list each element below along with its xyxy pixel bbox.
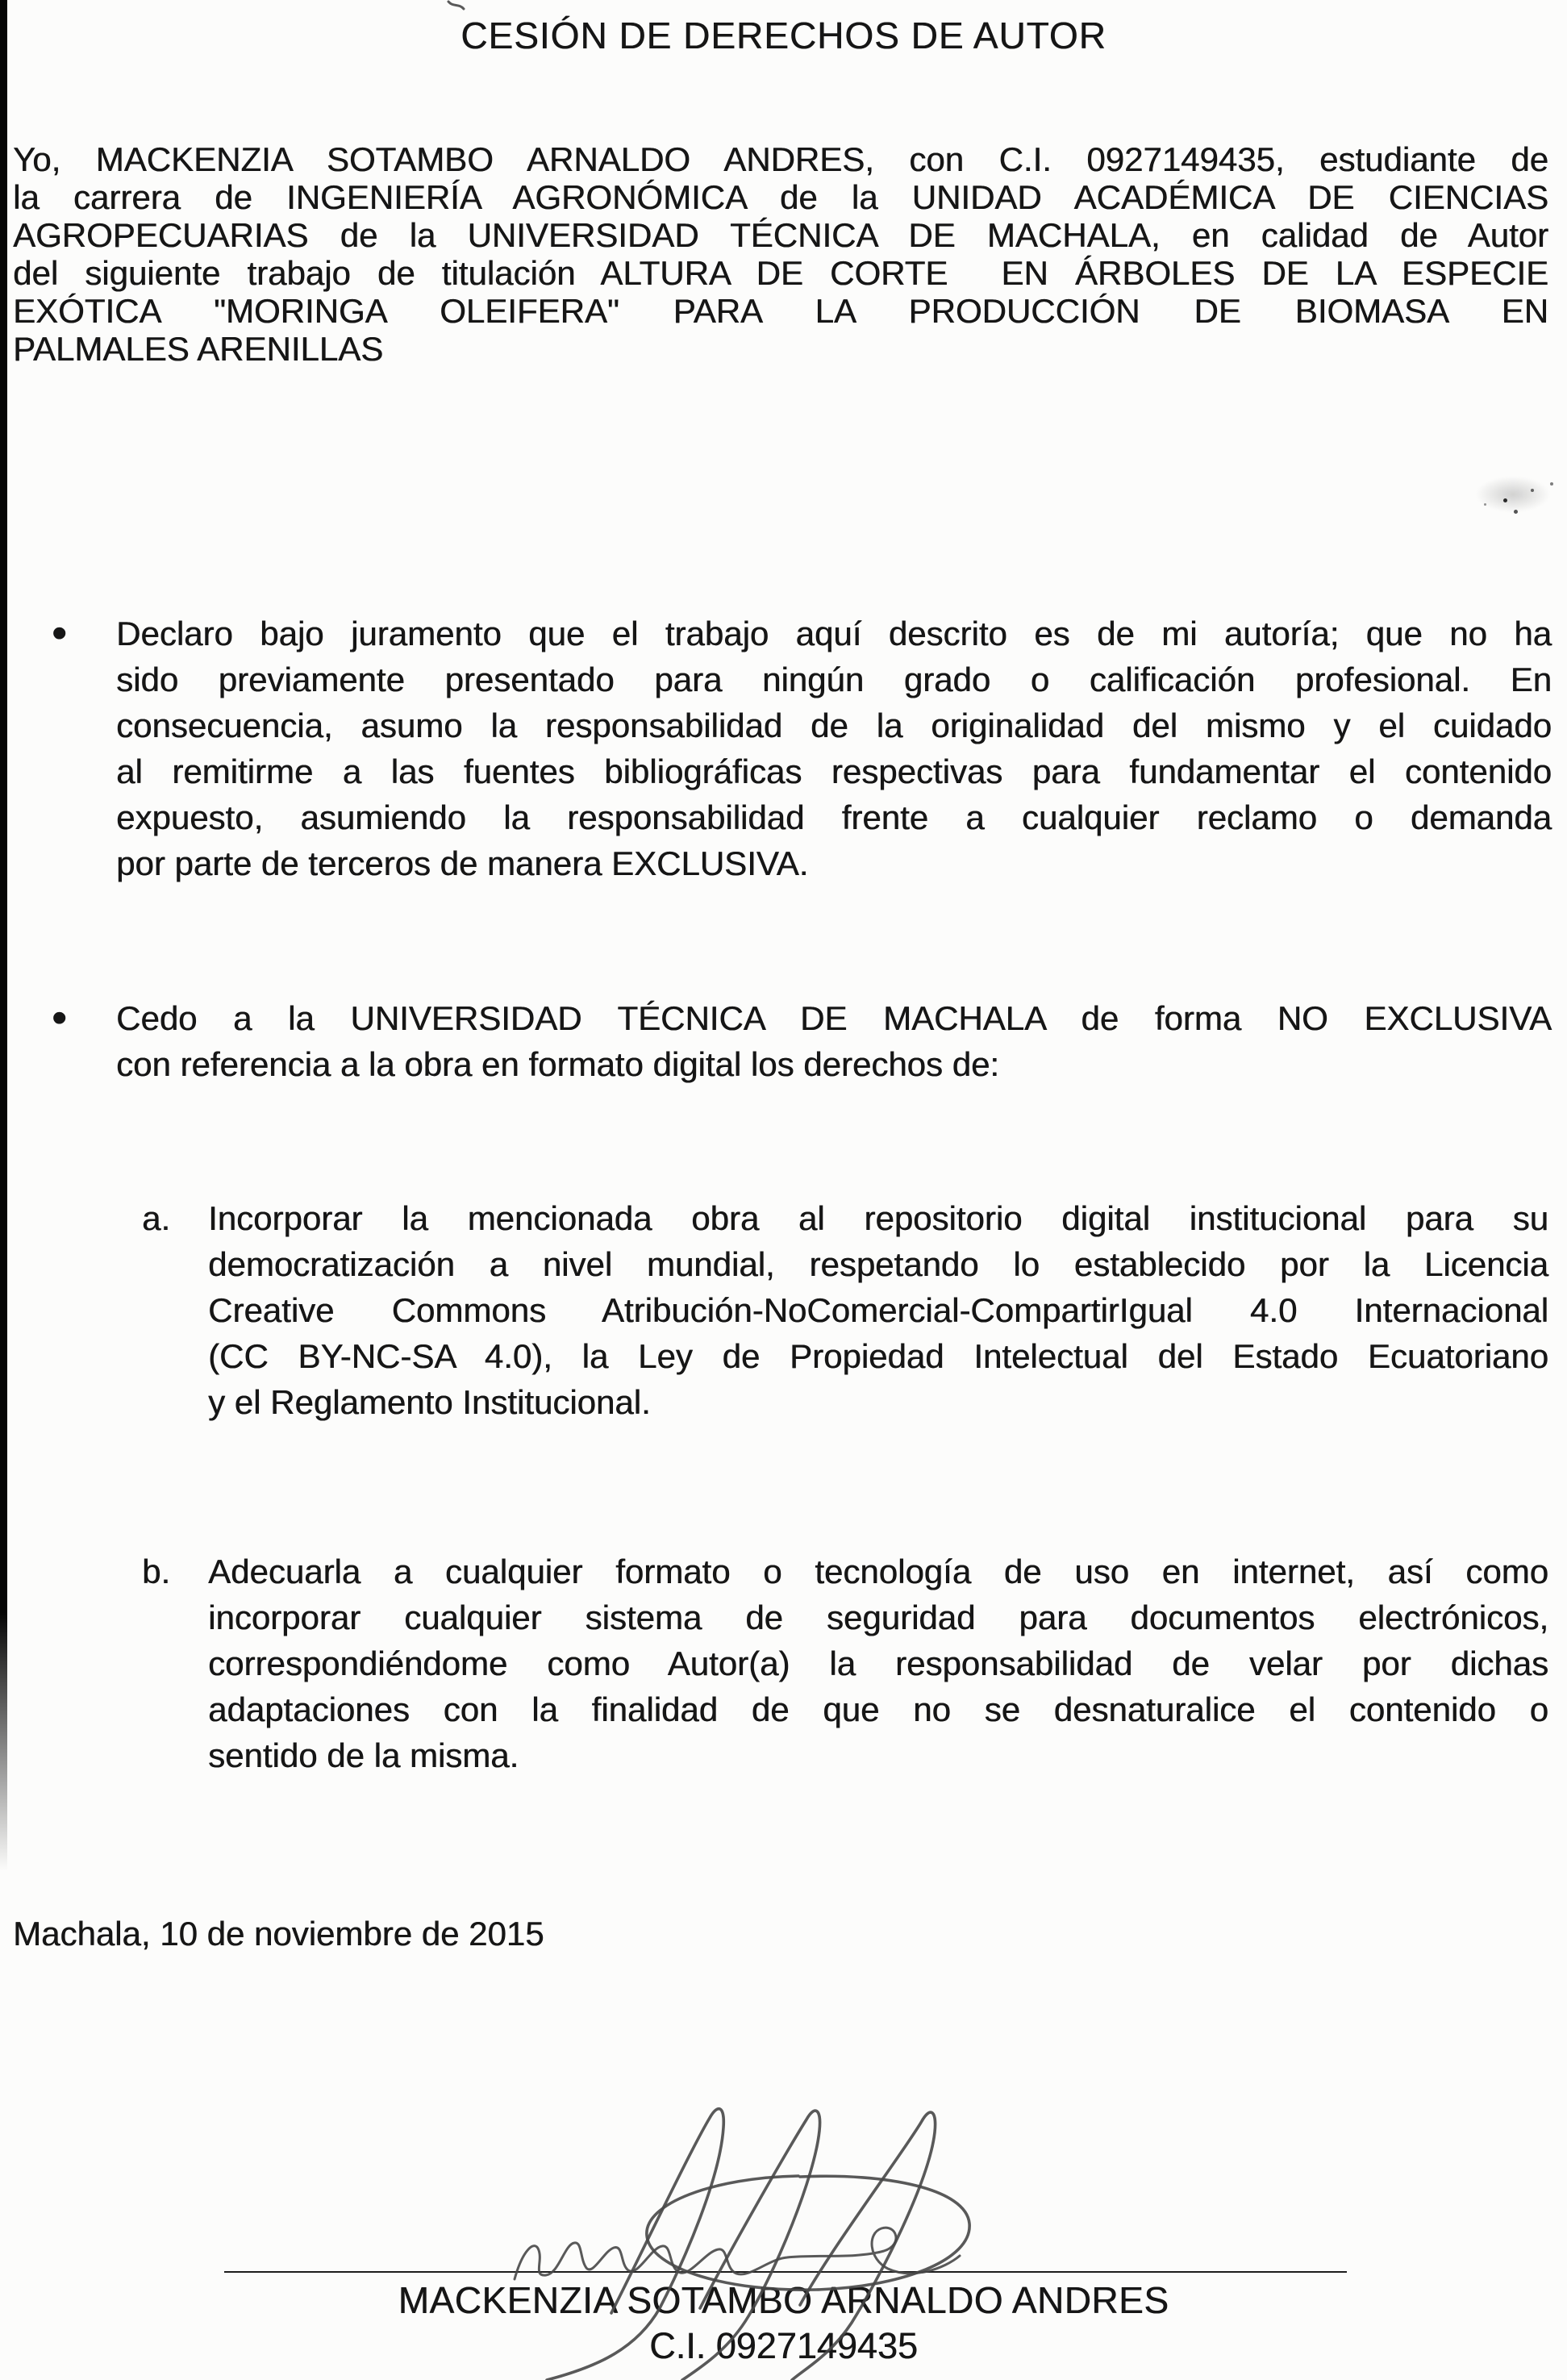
text-line: (CC BY-NC-SA 4.0), la Ley de Propiedad Intelectual del Estado Ecuatoriano [208,1337,1548,1375]
text-line: EXÓTICA "MORINGA OLEIFERA" PARA LA PRODUCCIÓN DE BIOMASA EN [13,292,1548,330]
date-line: Machala, 10 de noviembre de 2015 [13,1915,544,1953]
text-line: sido previamente presentado para ningún grado o calificación profesional. En [116,661,1552,698]
scan-speck [1503,498,1507,502]
list-item-a-paragraph [208,1195,1548,1425]
text-line: del siguiente trabajo de titulación ALTURA DE CORTE EN ÁRBOLES DE LA ESPECIE [13,254,1548,292]
text-line: y el Reglamento Institucional. [208,1383,651,1421]
list-item-a-marker: a. [142,1199,171,1237]
text-line: la carrera de INGENIERÍA AGRONÓMICA de la UNIDAD ACADÉMICA DE CIENCIAS [13,178,1548,216]
text-line: Incorporar la mencionada obra al repositorio digital institucional para su [208,1199,1548,1237]
scan-speck [1550,482,1553,486]
text-line: por parte de terceros de manera EXCLUSIVA. [116,844,809,882]
list-item-b-marker: b. [142,1553,171,1590]
text-line: expuesto, asumiendo la responsabilidad frente a cualquier reclamo o demanda [116,798,1552,836]
scan-edge-artifact [0,0,7,1936]
intro-paragraph [13,140,1548,368]
text-line: adaptaciones con la finalidad de que no se desnaturalice el contenido o [208,1690,1548,1728]
text-line: AGROPECUARIAS de la UNIVERSIDAD TÉCNICA DE MACHALA, en calidad de Autor [13,216,1548,254]
scan-speck [1531,489,1534,492]
text-line: incorporar cualquier sistema de seguridad para documentos electrónicos, [208,1598,1548,1636]
text-line: al remitirme a las fuentes bibliográficas respectivas para fundamentar el contenido [116,752,1552,790]
scan-speck [1514,510,1518,514]
scan-speck [1484,503,1486,506]
text-line: Cedo a la UNIVERSIDAD TÉCNICA DE MACHALA de forma NO EXCLUSIVA [116,999,1552,1037]
text-line: Yo, MACKENZIA SOTAMBO ARNALDO ANDRES, con C.I. 0927149435, estudiante de [13,140,1548,178]
text-line: Declaro bajo juramento que el trabajo aquí descrito es de mi autoría; que no ha [116,615,1552,652]
signature-name: MACKENZIA SOTAMBO ARNALDO ANDRES [398,2279,1169,2321]
text-line: democratización a nivel mundial, respetando lo establecido por la Licencia [208,1245,1548,1283]
list-item-b-paragraph [208,1548,1548,1778]
text-line: con referencia a la obra en formato digital los derechos de: [116,1045,999,1083]
text-line: sentido de la misma. [208,1736,519,1774]
text-line: Creative Commons Atribución-NoComercial-CompartirIgual 4.0 Internacional [208,1291,1548,1329]
bullet-marker: • [52,994,67,1042]
text-line: Adecuarla a cualquier formato o tecnología de uso en internet, así como [208,1553,1548,1590]
scan-smudge-artifact [1461,469,1565,519]
text-line: PALMALES ARENILLAS [13,330,384,368]
signature-line [224,2271,1347,2273]
page-title: CESIÓN DE DERECHOS DE AUTOR [461,15,1106,56]
text-line: consecuencia, asumo la responsabilidad de la originalidad del mismo y el cuidado [116,706,1552,744]
declaration-paragraph [116,611,1552,886]
bullet-marker: • [52,609,67,657]
cession-paragraph [116,995,1552,1087]
text-line: correspondiéndome como Autor(a) la responsabilidad de velar por dichas [208,1644,1548,1682]
signature-id-number: C.I. 0927149435 [649,2325,918,2366]
